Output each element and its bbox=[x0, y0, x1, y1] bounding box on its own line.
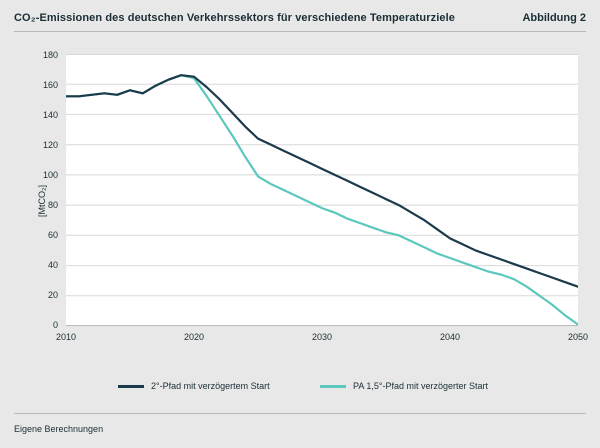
figure-number-label: Abbildung 2 bbox=[522, 12, 586, 24]
page-title: CO₂-Emissionen des deutschen Verkehrssektors für verschiedene Temperaturziele bbox=[14, 12, 455, 24]
y-axis-label: [MtCO₂] bbox=[37, 185, 47, 217]
y-tick-label-0: 0 bbox=[52, 320, 58, 330]
y-tick-label-40: 40 bbox=[47, 260, 58, 270]
y-tick-label-140: 140 bbox=[42, 110, 58, 120]
chart-svg bbox=[66, 54, 578, 326]
source-note: Eigene Berechnungen bbox=[14, 424, 104, 434]
legend-item-1 bbox=[320, 378, 488, 394]
chart-legend bbox=[0, 378, 600, 400]
y-tick-label-80: 80 bbox=[47, 200, 58, 210]
gridlines bbox=[66, 55, 578, 326]
legend-item-0 bbox=[118, 378, 270, 394]
y-tick-label-20: 20 bbox=[47, 290, 58, 300]
legend-label-0: 2°-Pfad mit verzögertem Start bbox=[151, 381, 270, 391]
figure-header bbox=[0, 0, 600, 36]
x-tick-label-2030: 2030 bbox=[311, 332, 333, 342]
x-tick-label-2020: 2020 bbox=[183, 332, 205, 342]
legend-swatch-icon-0 bbox=[118, 385, 144, 388]
y-tick-label-100: 100 bbox=[42, 170, 58, 180]
y-tick-label-180: 180 bbox=[42, 50, 58, 60]
x-tick-label-2050: 2050 bbox=[567, 332, 589, 342]
series-line-2grad bbox=[66, 75, 578, 287]
series-line-pa15 bbox=[66, 75, 578, 324]
chart-container bbox=[0, 36, 600, 366]
header-divider bbox=[14, 31, 586, 32]
legend-swatch-icon-1 bbox=[320, 385, 346, 388]
footer-divider bbox=[14, 413, 586, 414]
y-tick-label-120: 120 bbox=[42, 140, 58, 150]
legend-label-1: PA 1,5°-Pfad mit verzögerter Start bbox=[353, 381, 488, 391]
x-tick-label-2010: 2010 bbox=[55, 332, 77, 342]
x-tick-label-2040: 2040 bbox=[439, 332, 461, 342]
plot-area bbox=[66, 54, 578, 326]
y-tick-label-160: 160 bbox=[42, 80, 58, 90]
y-tick-label-60: 60 bbox=[47, 230, 58, 240]
